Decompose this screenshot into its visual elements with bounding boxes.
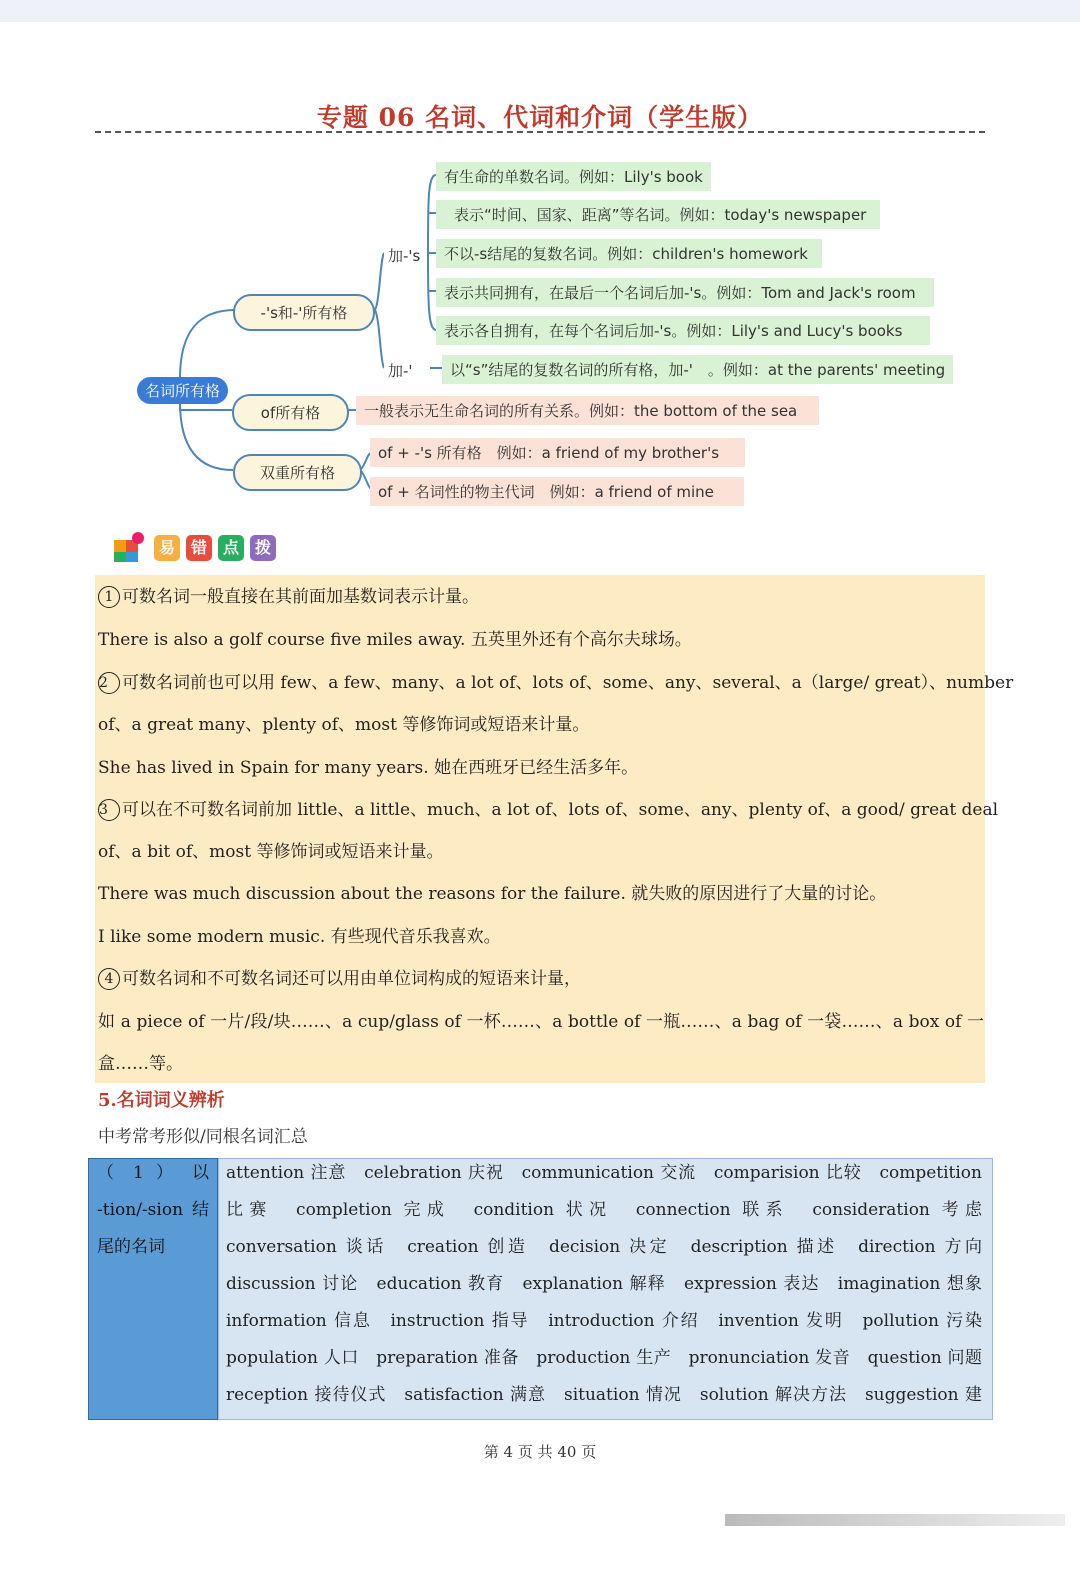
section-subtitle: 中考常考形似/同根名词汇总 <box>98 1127 308 1147</box>
table-row: conversation 谈话 creation 创造 decision 决定 description 描述 direction 方向 <box>226 1237 982 1257</box>
note-text: 可数名词前也可以用 few、a few、many、a lot of、lots of、some、any、several、a（large/ great）、number <box>122 673 1014 693</box>
branch-double-possessive: 双重所有格 <box>233 454 362 491</box>
table-category-line-2: -tion/-sion 结 <box>97 1200 209 1220</box>
mindmap-root: 名词所有格 <box>137 377 228 404</box>
note-line-4: of、a great many、plenty of、most 等修饰词或短语来计量。 <box>98 715 590 735</box>
tip-char-3: 点 <box>218 535 244 561</box>
note-line-12: 盒……等。 <box>98 1054 183 1074</box>
table-category-line-1: （ 1 ） 以 <box>97 1163 209 1183</box>
leaf-s-5: 表示各自拥有，在每个名词后加-'s。例如：Lily's and Lucy's books <box>436 316 930 345</box>
page-title: 专题 06 名词、代词和介词（学生版） <box>316 103 764 132</box>
leaf-double-2: of + 名词性的物主代词 例如：a friend of mine <box>370 477 744 506</box>
note-2 <box>98 669 1014 697</box>
note-3 <box>98 796 999 824</box>
leaf-of: 一般表示无生命名词的所有关系。例如：the bottom of the sea <box>356 396 819 425</box>
leaf-s-4: 表示共同拥有，在最后一个名词后加-'s。例如：Tom and Jack's room <box>436 278 934 307</box>
puzzle-icon <box>112 530 150 564</box>
table-row: 比赛 completion 完成 condition 状况 connection 联系 consideration 考虑 <box>226 1200 982 1220</box>
tip-char-4: 拨 <box>250 535 276 561</box>
leaf-double-1: of + -'s 所有格 例如：a friend of my brother's <box>370 438 745 467</box>
table-row: reception 接待仪式 satisfaction 满意 situation 情况 solution 解决方法 suggestion 建 <box>226 1385 982 1405</box>
mindmap <box>0 0 1080 520</box>
table-category-line-3: 尾的名词 <box>97 1237 165 1257</box>
leaf-apostrophe: 以“s”结尾的复数名词的所有格，加-' 。例如：at the parents' meeting <box>442 355 953 384</box>
note-line-8: There was much discussion about the reasons for the failure. 就失败的原因进行了大量的讨论。 <box>98 884 887 904</box>
tip-char-1: 易 <box>154 535 180 561</box>
note-text: 可数名词和不可数名词还可以用由单位词构成的短语来计量， <box>122 969 581 989</box>
note-number: 4 <box>98 968 120 990</box>
branch-of-possessive: of所有格 <box>232 394 349 431</box>
table-row: information 信息 instruction 指导 introduction 介绍 invention 发明 pollution 污染 <box>226 1311 982 1331</box>
sub-add-s: 加-'s <box>384 243 424 268</box>
note-number: 3 <box>98 799 120 821</box>
section-title: 5.名词词义辨析 <box>98 1090 225 1111</box>
table-row: attention 注意 celebration 庆祝 communication 交流 comparision 比较 competition <box>226 1163 982 1183</box>
sub-add-apostrophe: 加-' <box>384 358 417 383</box>
note-text: 可以在不可数名词前加 little、a little、much、a lot of、lots of、some、any、plenty of、a good/ great deal <box>122 800 999 820</box>
branch-s-possessive: -'s和-'所有格 <box>233 294 375 331</box>
note-text: 可数名词一般直接在其前面加基数词表示计量。 <box>122 587 479 607</box>
bottom-shadow <box>725 1514 1065 1526</box>
note-line-2: There is also a golf course five miles away. 五英里外还有个高尔夫球场。 <box>98 630 692 650</box>
table-row: discussion 讨论 education 教育 explanation 解释 expression 表达 imagination 想象 <box>226 1274 982 1294</box>
note-line-5: She has lived in Spain for many years. 她在西班牙已经生活多年。 <box>98 758 639 778</box>
leaf-s-1: 有生命的单数名词。例如：Lily's book <box>436 162 711 191</box>
leaf-s-3: 不以-s结尾的复数名词。例如：children's homework <box>436 239 822 268</box>
note-1 <box>98 583 984 611</box>
note-line-11: 如 a piece of 一片/段/块……、a cup/glass of 一杯……、a bottle of 一瓶……、a bag of 一袋……、a box of 一 <box>98 1012 984 1032</box>
tip-char-2: 错 <box>186 535 212 561</box>
page-number: 第 4 页 共 40 页 <box>483 1443 597 1461</box>
leaf-s-2: 表示“时间、国家、距离”等名词。例如：today's newspaper <box>436 200 880 229</box>
note-number: 2 <box>98 672 120 694</box>
table-row: population 人口 preparation 准备 production 生产 pronunciation 发音 question 问题 <box>226 1348 982 1368</box>
note-4 <box>98 965 984 993</box>
note-number: 1 <box>98 586 120 608</box>
note-line-7: of、a bit of、most 等修饰词或短语来计量。 <box>98 842 444 862</box>
note-line-9: I like some modern music. 有些现代音乐我喜欢。 <box>98 927 501 947</box>
